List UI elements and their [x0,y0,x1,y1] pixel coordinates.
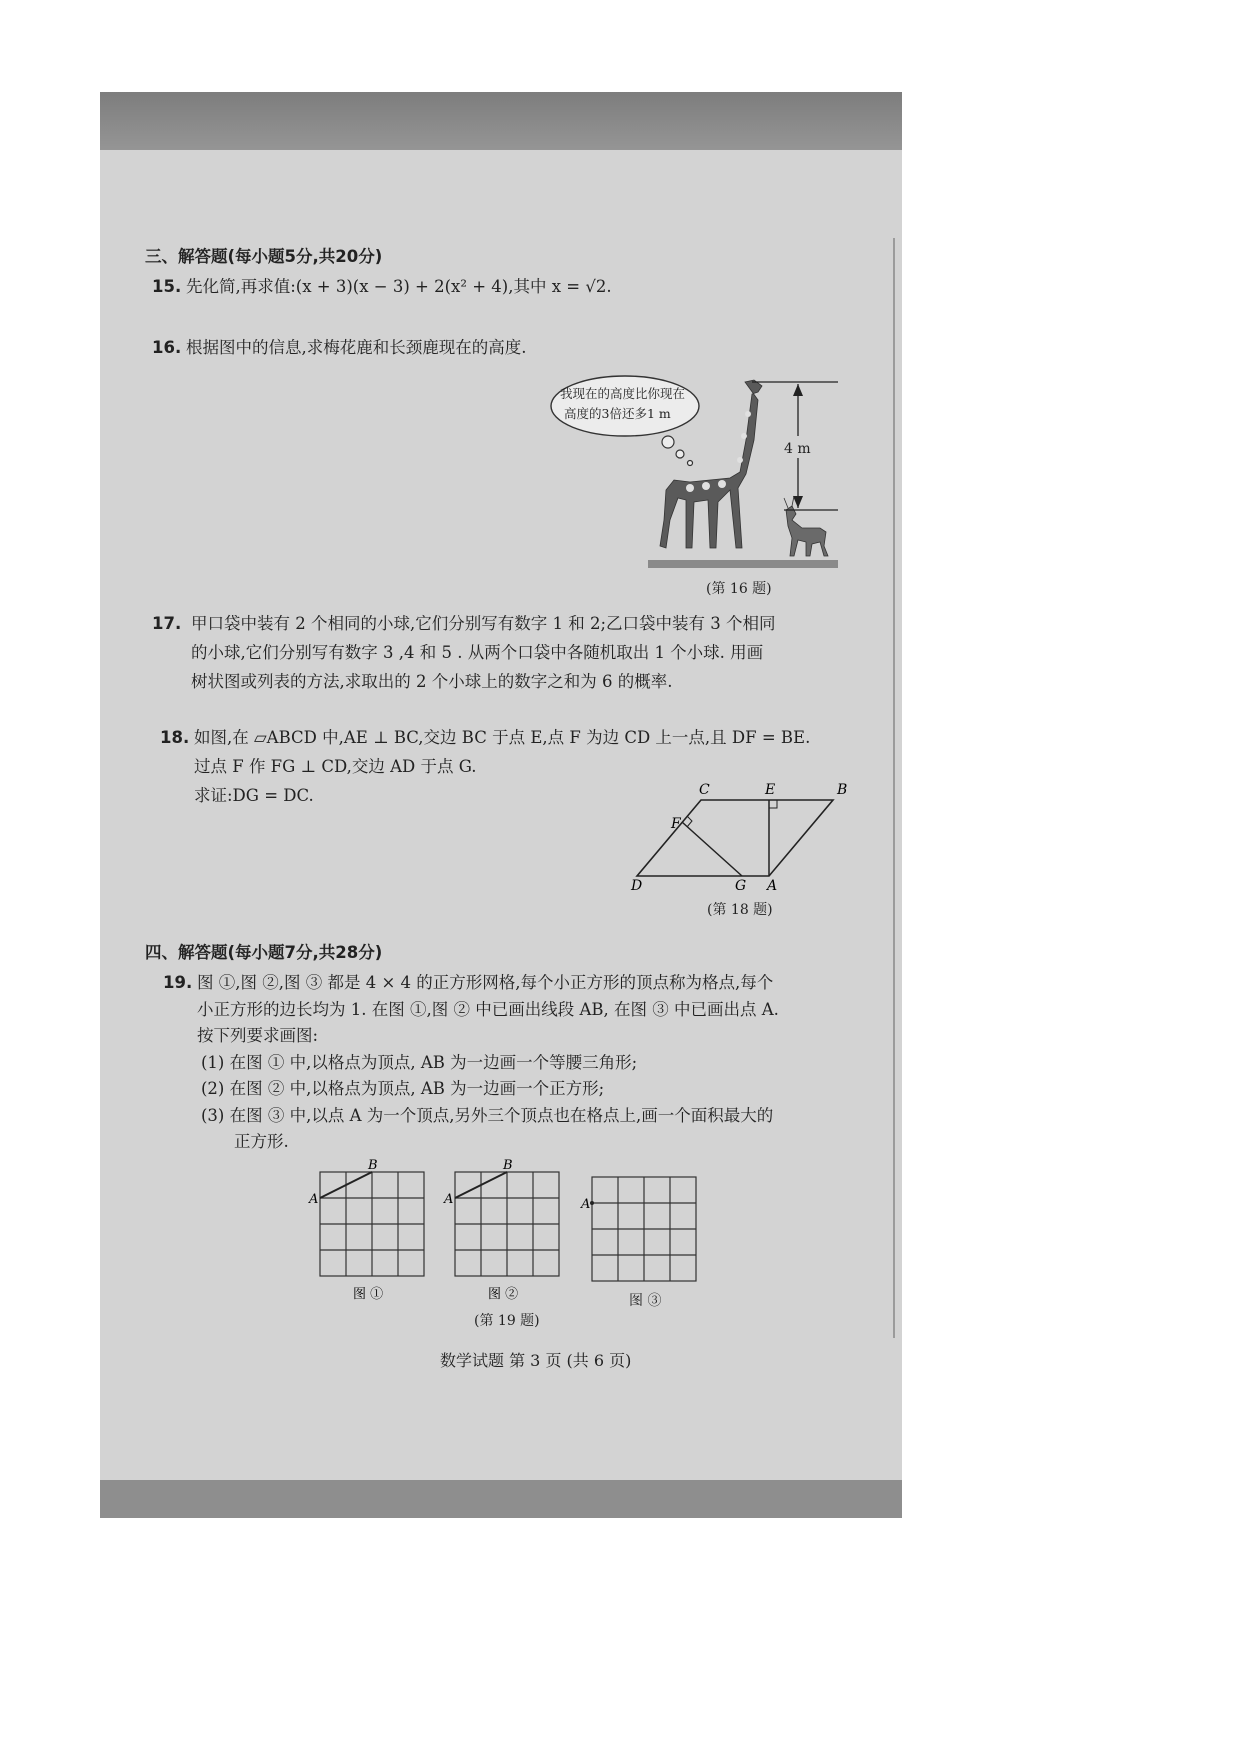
q19-sub-1: (1) 在图 ① 中,以格点为顶点, AB 为一边画一个等腰三角形; [201,1053,638,1072]
q15-number: 15. [152,277,182,296]
label-a: A [767,878,778,894]
deer-illustration [784,496,828,556]
q19-line-1: 图 ①,图 ②,图 ③ 都是 4 × 4 的正方形网格,每个小正方形的顶点称为格点,每个 [197,973,774,992]
label-b: B [837,782,848,798]
q18-caption: (第 18 题) [707,902,773,918]
q17-line-3: 树状图或列表的方法,求取出的 2 个小球上的数字之和为 6 的概率. [191,672,673,691]
q16-figure [540,370,850,580]
q19-number: 19. [163,973,193,992]
grid-figure-1 [320,1172,424,1276]
q18-number: 18. [160,728,190,747]
label-e: E [765,782,776,798]
segment-fg [682,822,742,876]
fig2-label-a: A [444,1192,454,1207]
section-3-title: 三、解答题(每小题5分,共20分) [145,247,383,266]
bubble-line-2: 高度的3倍还多1 m [564,406,671,421]
right-angle-f [687,816,692,827]
arrow-up-head [793,384,803,396]
label-d: D [631,878,643,894]
fig1-label-b: B [368,1158,378,1173]
sheet-edge [893,238,895,1338]
q17-number: 17. [152,614,182,633]
thought-dot-2 [676,450,684,458]
q19-sub-3b: 正方形. [234,1132,289,1151]
ground [648,560,838,568]
thought-dot-1 [662,436,674,448]
point-a-figure-3 [590,1201,594,1205]
parallelogram-abcd [637,800,833,876]
q19-sub-2: (2) 在图 ② 中,以格点为顶点, AB 为一边画一个正方形; [201,1079,605,1098]
label-g: G [735,878,747,894]
q18-line-1: 如图,在 ▱ABCD 中,AE ⊥ BC,交边 BC 于点 E,点 F 为边 CD 上一点,且 DF = BE. [194,728,811,747]
fig3-caption: 图 ③ [629,1293,662,1309]
fig1-caption: 图 ① [353,1287,384,1300]
grid-figure-3 [592,1177,696,1281]
right-angle-e [769,800,777,808]
page-footer: 数学试题 第 3 页 (共 6 页) [440,1351,632,1370]
fig2-caption: 图 ② [488,1287,519,1300]
q19-line-2: 小正方形的边长均为 1. 在图 ①,图 ② 中已画出线段 AB, 在图 ③ 中已画出点 A. [197,1000,779,1019]
label-c: C [699,782,710,798]
fig2-label-b: B [503,1158,513,1173]
thought-dot-3 [688,461,693,466]
bubble-line-1: 我现在的高度比你现在 [560,386,686,401]
q18-line-3: 求证:DG = DC. [194,786,314,805]
q18-figure [625,778,855,894]
q19-sub-3a: (3) 在图 ③ 中,以点 A 为一个顶点,另外三个顶点也在格点上,画一个面积最大的 [201,1106,774,1125]
q16-number: 16. [152,338,182,357]
q19-line-3: 按下列要求画图: [197,1026,319,1045]
q18-line-2: 过点 F 作 FG ⊥ CD,交边 AD 于点 G. [194,757,477,776]
q15-text: 先化简,再求值:(x + 3)(x − 3) + 2(x² + 4),其中 x = √2. [186,277,612,296]
q17-line-1: 甲口袋中装有 2 个相同的小球,它们分别写有数字 1 和 2;乙口袋中装有 3 个相同 [191,614,776,633]
fig1-label-a: A [309,1192,319,1207]
section-4-title: 四、解答题(每小题7分,共28分) [145,943,383,962]
height-label: 4 m [784,441,811,457]
q17-line-2: 的小球,它们分别写有数字 3 ,4 和 5 . 从两个口袋中各随机取出 1 个小球. 用画 [191,643,764,662]
grid-figure-2 [455,1172,559,1276]
fig3-label-a: A [581,1197,591,1212]
q16-text: 根据图中的信息,求梅花鹿和长颈鹿现在的高度. [186,338,527,357]
q19-caption: (第 19 题) [474,1313,540,1329]
q16-caption: (第 16 题) [706,581,772,597]
label-f: F [671,816,681,832]
arrow-down-head [793,496,803,508]
q19-figures [300,1155,720,1300]
